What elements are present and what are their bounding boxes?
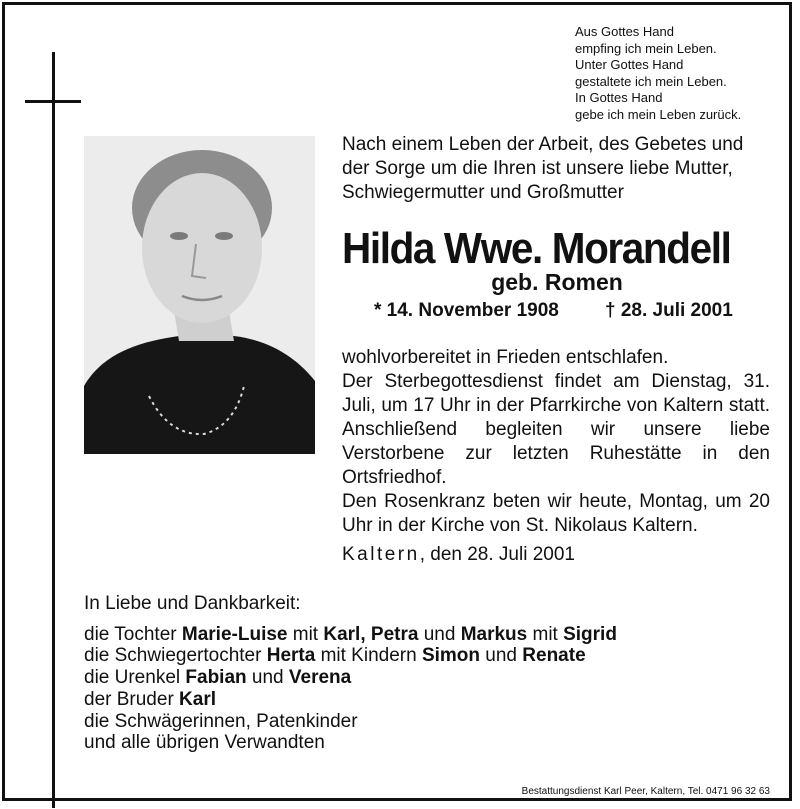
date: , den 28. Juli 2001	[419, 544, 575, 565]
mourner-name: Renate	[522, 645, 586, 667]
mourners-list	[84, 593, 784, 754]
birth-date: * 14. November 1908	[374, 300, 559, 321]
mourner-relation: und alle übrigen Verwandten	[84, 732, 325, 754]
mourner-relation: mit Kindern	[315, 645, 422, 667]
mourner-relation: die Schwiegertochter	[84, 645, 267, 667]
mourner-row	[84, 732, 784, 754]
paragraph: Den Rosenkranz beten wir heute, Montag, um 20 Uhr in der Kirche von St. Nikolaus Kaltern.	[342, 491, 770, 536]
mourner-relation: mit	[287, 623, 324, 645]
mourners-heading: In Liebe und Dankbarkeit:	[84, 593, 301, 614]
mourner-name: Markus	[460, 623, 528, 645]
announcement-body	[342, 346, 770, 538]
maiden-name: geb. Romen	[491, 269, 623, 295]
mourner-name: Sigrid	[563, 623, 617, 645]
mourner-relation: und	[418, 623, 461, 645]
mourner-relation: der Bruder	[84, 688, 180, 710]
deceased-name: Hilda Wwe. Morandell	[342, 224, 731, 273]
place: Kaltern	[342, 544, 420, 565]
mourner-name: Karl, Petra	[323, 623, 419, 645]
paragraph: wohlvorbereitet in Frieden entschlafen.	[342, 347, 669, 368]
mourner-row	[84, 667, 784, 689]
mourner-name: Verena	[288, 667, 352, 689]
mourner-relation: die Tochter	[84, 623, 182, 645]
mourner-relation: die Schwägerinnen, Patenkinder	[84, 710, 358, 732]
portrait-photo	[84, 136, 315, 454]
funeral-service-footer: Bestattungsdienst Karl Peer, Kaltern, Tel. 0471 96 32 63	[521, 786, 770, 797]
cross-icon-bar	[25, 100, 81, 103]
mourner-name: Karl	[179, 688, 217, 710]
mourner-row	[84, 711, 784, 733]
mourner-row	[84, 689, 784, 711]
mourner-name: Marie-Luise	[181, 623, 288, 645]
mourner-relation: mit	[527, 623, 564, 645]
mourner-row	[84, 624, 784, 646]
mourner-relation: die Urenkel	[84, 667, 186, 689]
place-date	[342, 543, 575, 567]
mourner-name: Fabian	[185, 667, 247, 689]
mourner-name: Simon	[421, 645, 481, 667]
mourner-relation: und	[246, 667, 289, 689]
mourner-row	[84, 645, 784, 667]
death-date: † 28. Juli 2001	[605, 300, 733, 321]
paragraph: Der Sterbegottesdienst findet am Dienstag, 31. Juli, um 17 Uhr in der Pfarrkirche von Kaltern statt. Anschließend begleiten wir unsere liebe Verstorbene zur letzten Ruhestätte in den Ortsfriedhof.	[342, 371, 770, 488]
poem: Aus Gottes Hand empfing ich mein Leben. Unter Gottes Hand gestaltete ich mein Leben. In Gottes Hand gebe ich mein Leben zurück.	[575, 24, 742, 122]
mourner-name: Herta	[266, 645, 316, 667]
intro-text: Nach einem Leben der Arbeit, des Gebetes und der Sorge um die Ihren ist unsere liebe Mutter, Schwiegermutter und Großmutter	[342, 134, 744, 203]
mourner-relation: und	[480, 645, 523, 667]
cross-icon	[52, 52, 55, 808]
